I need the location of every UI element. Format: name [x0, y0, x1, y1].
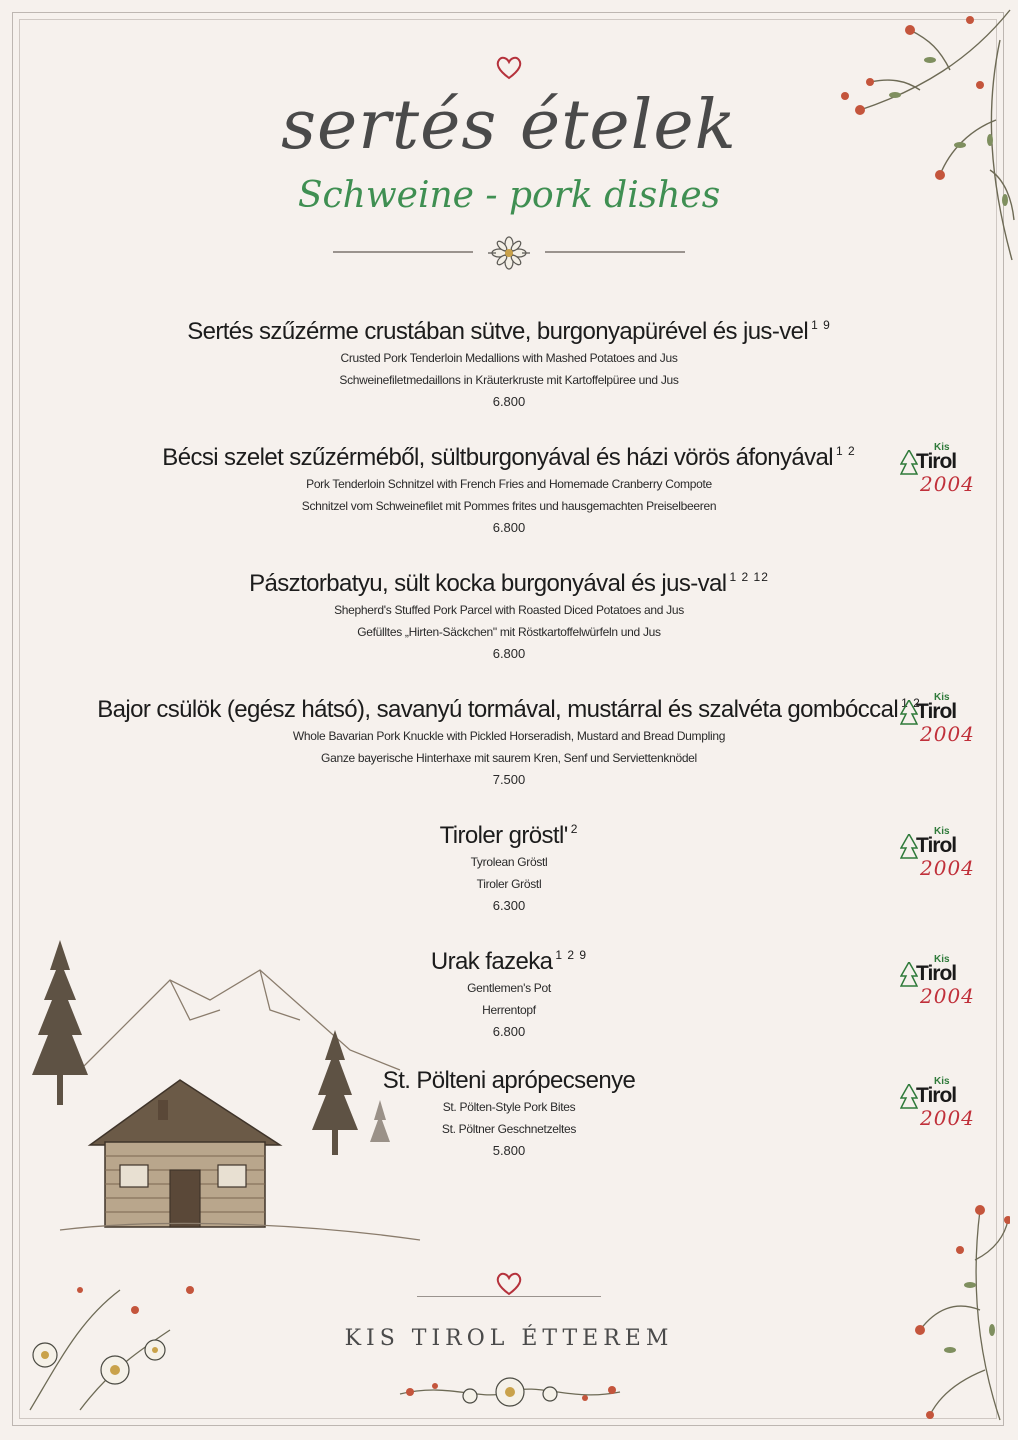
item-name: Tiroler gröstl' $^2$ — [439, 822, 579, 849]
edelweiss-icon — [482, 236, 536, 270]
item-description-en: Pork Tenderloin Schnitzel with French Fries and Homemade Cranberry Compote — [306, 477, 712, 491]
item-description-de: Schnitzel vom Schweinefilet mit Pommes frites und hausgemachten Preiselbeeren — [301, 499, 717, 513]
item-name: Bajor csülök (egész hátsó), savanyú tormával, mustárral és szalvéta gombóccal $^{1 2}$ — [97, 696, 921, 723]
item-price: 6.800 — [492, 520, 526, 535]
menu-item — [0, 562, 1018, 665]
allergen-codes: 1 2 12 — [729, 570, 769, 584]
footer-divider — [417, 1296, 601, 1297]
heart-icon — [494, 1268, 524, 1298]
page-subtitle: Schweine - pork dishes — [297, 175, 721, 216]
item-description-de: Schweinefiletmedaillons in Kräuterkruste mit Kartoffelpüree und Jus — [339, 373, 679, 387]
item-description-en: Crusted Pork Tenderloin Medallions with Mashed Potatoes and Jus — [340, 351, 678, 365]
item-price: 6.800 — [492, 646, 526, 661]
item-name: Sertés szűzérme crustában sütve, burgonyapürével és jus-vel $^{1 9}$ — [187, 318, 831, 345]
item-description-en: Gentlemen's Pot — [467, 981, 551, 995]
item-price: 7.500 — [492, 772, 526, 787]
page-title: sertés ételek — [281, 86, 737, 165]
kis-tirol-logo: Kis Tirol 2004 — [900, 954, 984, 1012]
item-description-en: Whole Bavarian Pork Knuckle with Pickled Horseradish, Mustard and Bread Dumpling — [292, 729, 726, 743]
item-price: 6.300 — [492, 898, 526, 913]
kis-tirol-logo: Kis Tirol 2004 — [900, 442, 984, 500]
alpine-cabin-illustration — [20, 930, 460, 1430]
item-description-de: Ganze bayerische Hinterhaxe mit saurem Kren, Senf und Serviettenknödel — [321, 751, 697, 765]
menu-item — [0, 310, 1018, 413]
item-description-en: Shepherd's Stuffed Pork Parcel with Roasted Diced Potatoes and Jus — [334, 603, 684, 617]
item-description-de: Gefülltes „Hirten-Säckchen" mit Röstkartoffelwürfeln und Jus — [357, 625, 661, 639]
item-description-de: Herrentopf — [482, 1003, 536, 1017]
allergen-codes: 1 9 — [811, 318, 831, 332]
item-name: Urak fazeka $^{1 2 9}$ — [430, 948, 588, 975]
divider-line-right — [545, 251, 685, 253]
kis-tirol-logo: Kis Tirol 2004 — [900, 692, 984, 750]
floral-decoration-bottom-right — [860, 1190, 1010, 1430]
kis-tirol-logo: Kis Tirol 2004 — [900, 1076, 984, 1134]
allergen-codes: 1 2 — [836, 444, 856, 458]
menu-item — [0, 814, 1018, 917]
allergen-codes: 1 2 9 — [555, 948, 588, 962]
item-price: 5.800 — [492, 1143, 526, 1158]
item-description-de: Tiroler Gröstl — [476, 877, 542, 891]
divider-line-left — [333, 251, 473, 253]
item-description-en: St. Pölten-Style Pork Bites — [442, 1100, 576, 1114]
item-description-de: St. Pöltner Geschnetzeltes — [441, 1122, 577, 1136]
allergen-codes: 2 — [570, 822, 579, 836]
menu-item — [0, 436, 1018, 539]
item-description-en: Tyrolean Gröstl — [470, 855, 548, 869]
item-name: Bécsi szelet szűzérméből, sültburgonyával és házi vörös áfonyával $^{1 2}$ — [162, 444, 856, 471]
kis-tirol-logo: Kis Tirol 2004 — [900, 826, 984, 884]
restaurant-name: KIS TIROL ÉTTEREM — [344, 1326, 674, 1351]
allergen-codes: 1 2 — [901, 696, 921, 710]
item-price: 6.800 — [492, 394, 526, 409]
item-name: St. Pölteni aprópecsenye — [382, 1067, 636, 1094]
item-name: Pásztorbatyu, sült kocka burgonyával és jus-val $^{1 2 12}$ — [249, 570, 769, 597]
item-price: 6.800 — [492, 1024, 526, 1039]
heart-icon — [494, 52, 524, 82]
floral-vine-bottom — [390, 1362, 630, 1422]
menu-item — [0, 688, 1018, 791]
